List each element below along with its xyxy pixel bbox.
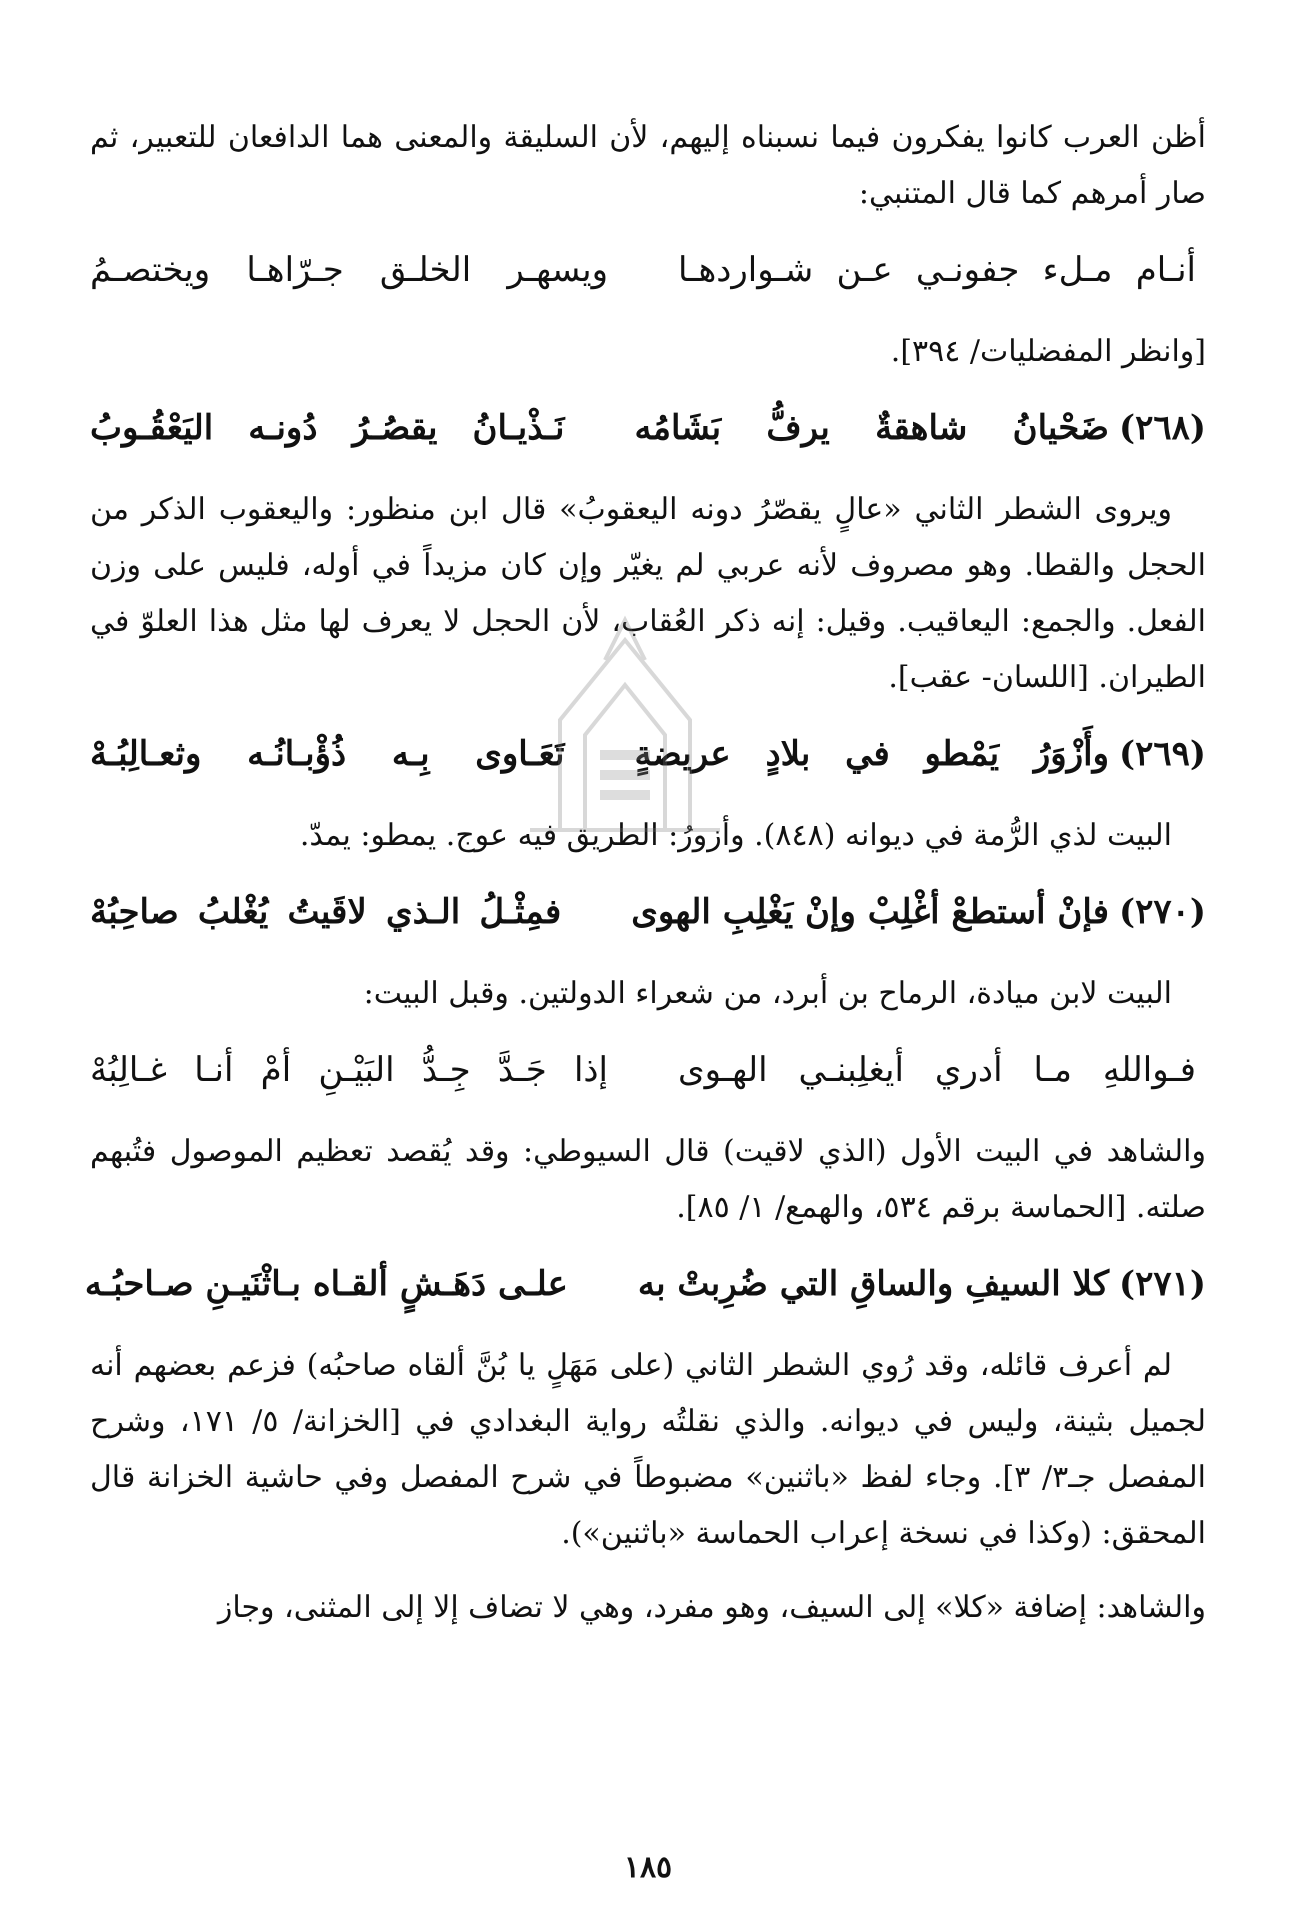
verse-269: [90, 724, 1206, 784]
verse-preceding: [90, 1040, 1206, 1100]
page-number: ١٨٥: [623, 1850, 673, 1885]
verse-second-hemistich: فمِثْـلُ الـذي لاقَيتُ يُغْلبُ صاحِبُهْ: [90, 892, 562, 932]
verse-first-hemistich: وأَزْوَرُ يَمْطو في بلادٍ عريضةٍ: [634, 734, 1110, 774]
paragraph-reference: [وانظر المفضليات/ ٣٩٤].: [890, 334, 1206, 369]
verse-first-hemistich: فإنْ أستطعْ أغْلِبْ وإنْ يَغْلِبِ الهوى: [631, 892, 1110, 932]
verse-second-hemistich: علـى دَهَـشٍ ألقـاه بـاثْنَيـنِ صـاحبُـه: [84, 1264, 568, 1304]
paragraph-commentary-269: البيت لذي الرُّمة في ديوانه (٨٤٨). وأزورُ: الطريق فيه عوج. يمطو: يمدّ.: [299, 818, 1172, 853]
paragraph-witness-271: والشاهد: إضافة «كلا» إلى السيف، وهو مفرد، وهي لا تضاف إلا إلى المثنى، وجاز: [217, 1590, 1206, 1625]
verse-270: [90, 882, 1206, 942]
verse-second-hemistich: تَعَـاوى بِـه ذُؤْبـانُـه وثعـالِبُـهْ: [89, 734, 565, 774]
verse-first-hemistich: أنـام مـلء جفونـي عـن شـواردهـا: [678, 250, 1196, 290]
verse-second-hemistich: إذا جَـدَّ جِـدُّ البَيْـنِ أمْ أنـا غـالِبُهْ: [90, 1050, 608, 1090]
paragraph-intro: أظن العرب كانوا يفكرون فيما نسبناه إليهم، لأن السليقة والمعنى هما الدافعان للتعبير، ثم صار أمرهم كما قال المتنبي:: [90, 120, 1206, 211]
paragraph-commentary-270: البيت لابن ميادة، الرماح بن أبرد، من شعراء الدولتين. وقبل البيت:: [363, 976, 1172, 1011]
verse-first-hemistich: كلا السيفِ والساقِ التي ضُرِبتْ به: [637, 1264, 1110, 1304]
verse-number: (٢٦٩): [1119, 734, 1206, 774]
verse-number: (٢٧٠): [1119, 892, 1206, 932]
verse-second-hemistich: نَـذْيـانُ يقصُـرُ دُونـه اليَعْقُـوبُ: [89, 408, 565, 448]
verse-second-hemistich: ويسهـر الخلـق جـرّاهـا ويختصـمُ: [90, 250, 608, 290]
verse-271: [84, 1254, 1206, 1314]
verse-268: [90, 398, 1206, 458]
verse-number: (٢٦٨): [1119, 408, 1206, 448]
paragraph-witness-270: والشاهد في البيت الأول (الذي لاقيت) قال السيوطي: وقد يُقصد تعظيم الموصول فتُبهم صلته. [الحماسة برقم ٥٣٤، والهمع/ ١/ ٨٥].: [90, 1134, 1206, 1225]
verse-mutanabbi: [90, 240, 1206, 300]
verse-number: (٢٧١): [1119, 1264, 1206, 1304]
paragraph-commentary-271: لم أعرف قائله، وقد رُوي الشطر الثاني (على مَهَلٍ يا بُنَّ ألقاه صاحبُه) فزعم بعضهم أنه لجميل بثينة، وليس في ديوانه. والذي نقلتُه رواية البغدادي في [الخزانة/ ٥/ ١٧١، وشرح المفصل جـ٣/ ٣]. وجاء لفظ «باثنين» مضبوطاً في شرح المفصل وفي حاشية الخزانة قال المحقق: (وكذا في نسخة إعراب الحماسة «باثنين»).: [90, 1348, 1206, 1551]
verse-first-hemistich: فـواللهِ مـا أدري أيغلِبنـي الهـوى: [678, 1050, 1196, 1090]
verse-first-hemistich: ضَحْيانُ شاهقةٌ يرفُّ بَشَامُه: [634, 408, 1110, 448]
paragraph-commentary-268: ويروى الشطر الثاني «عالٍ يقصّرُ دونه اليعقوبُ» قال ابن منظور: واليعقوب الذكر من الحجل والقطا. وهو مصروف لأنه عربي لم يغيّر وإن كان مزيداً في أوله، فليس على وزن الفعل. والجمع: اليعاقيب. وقيل: إنه ذكر العُقاب، لأن الحجل لا يعرف لها مثل هذا العلوّ في الطيران. [اللسان- عقب].: [90, 492, 1206, 695]
